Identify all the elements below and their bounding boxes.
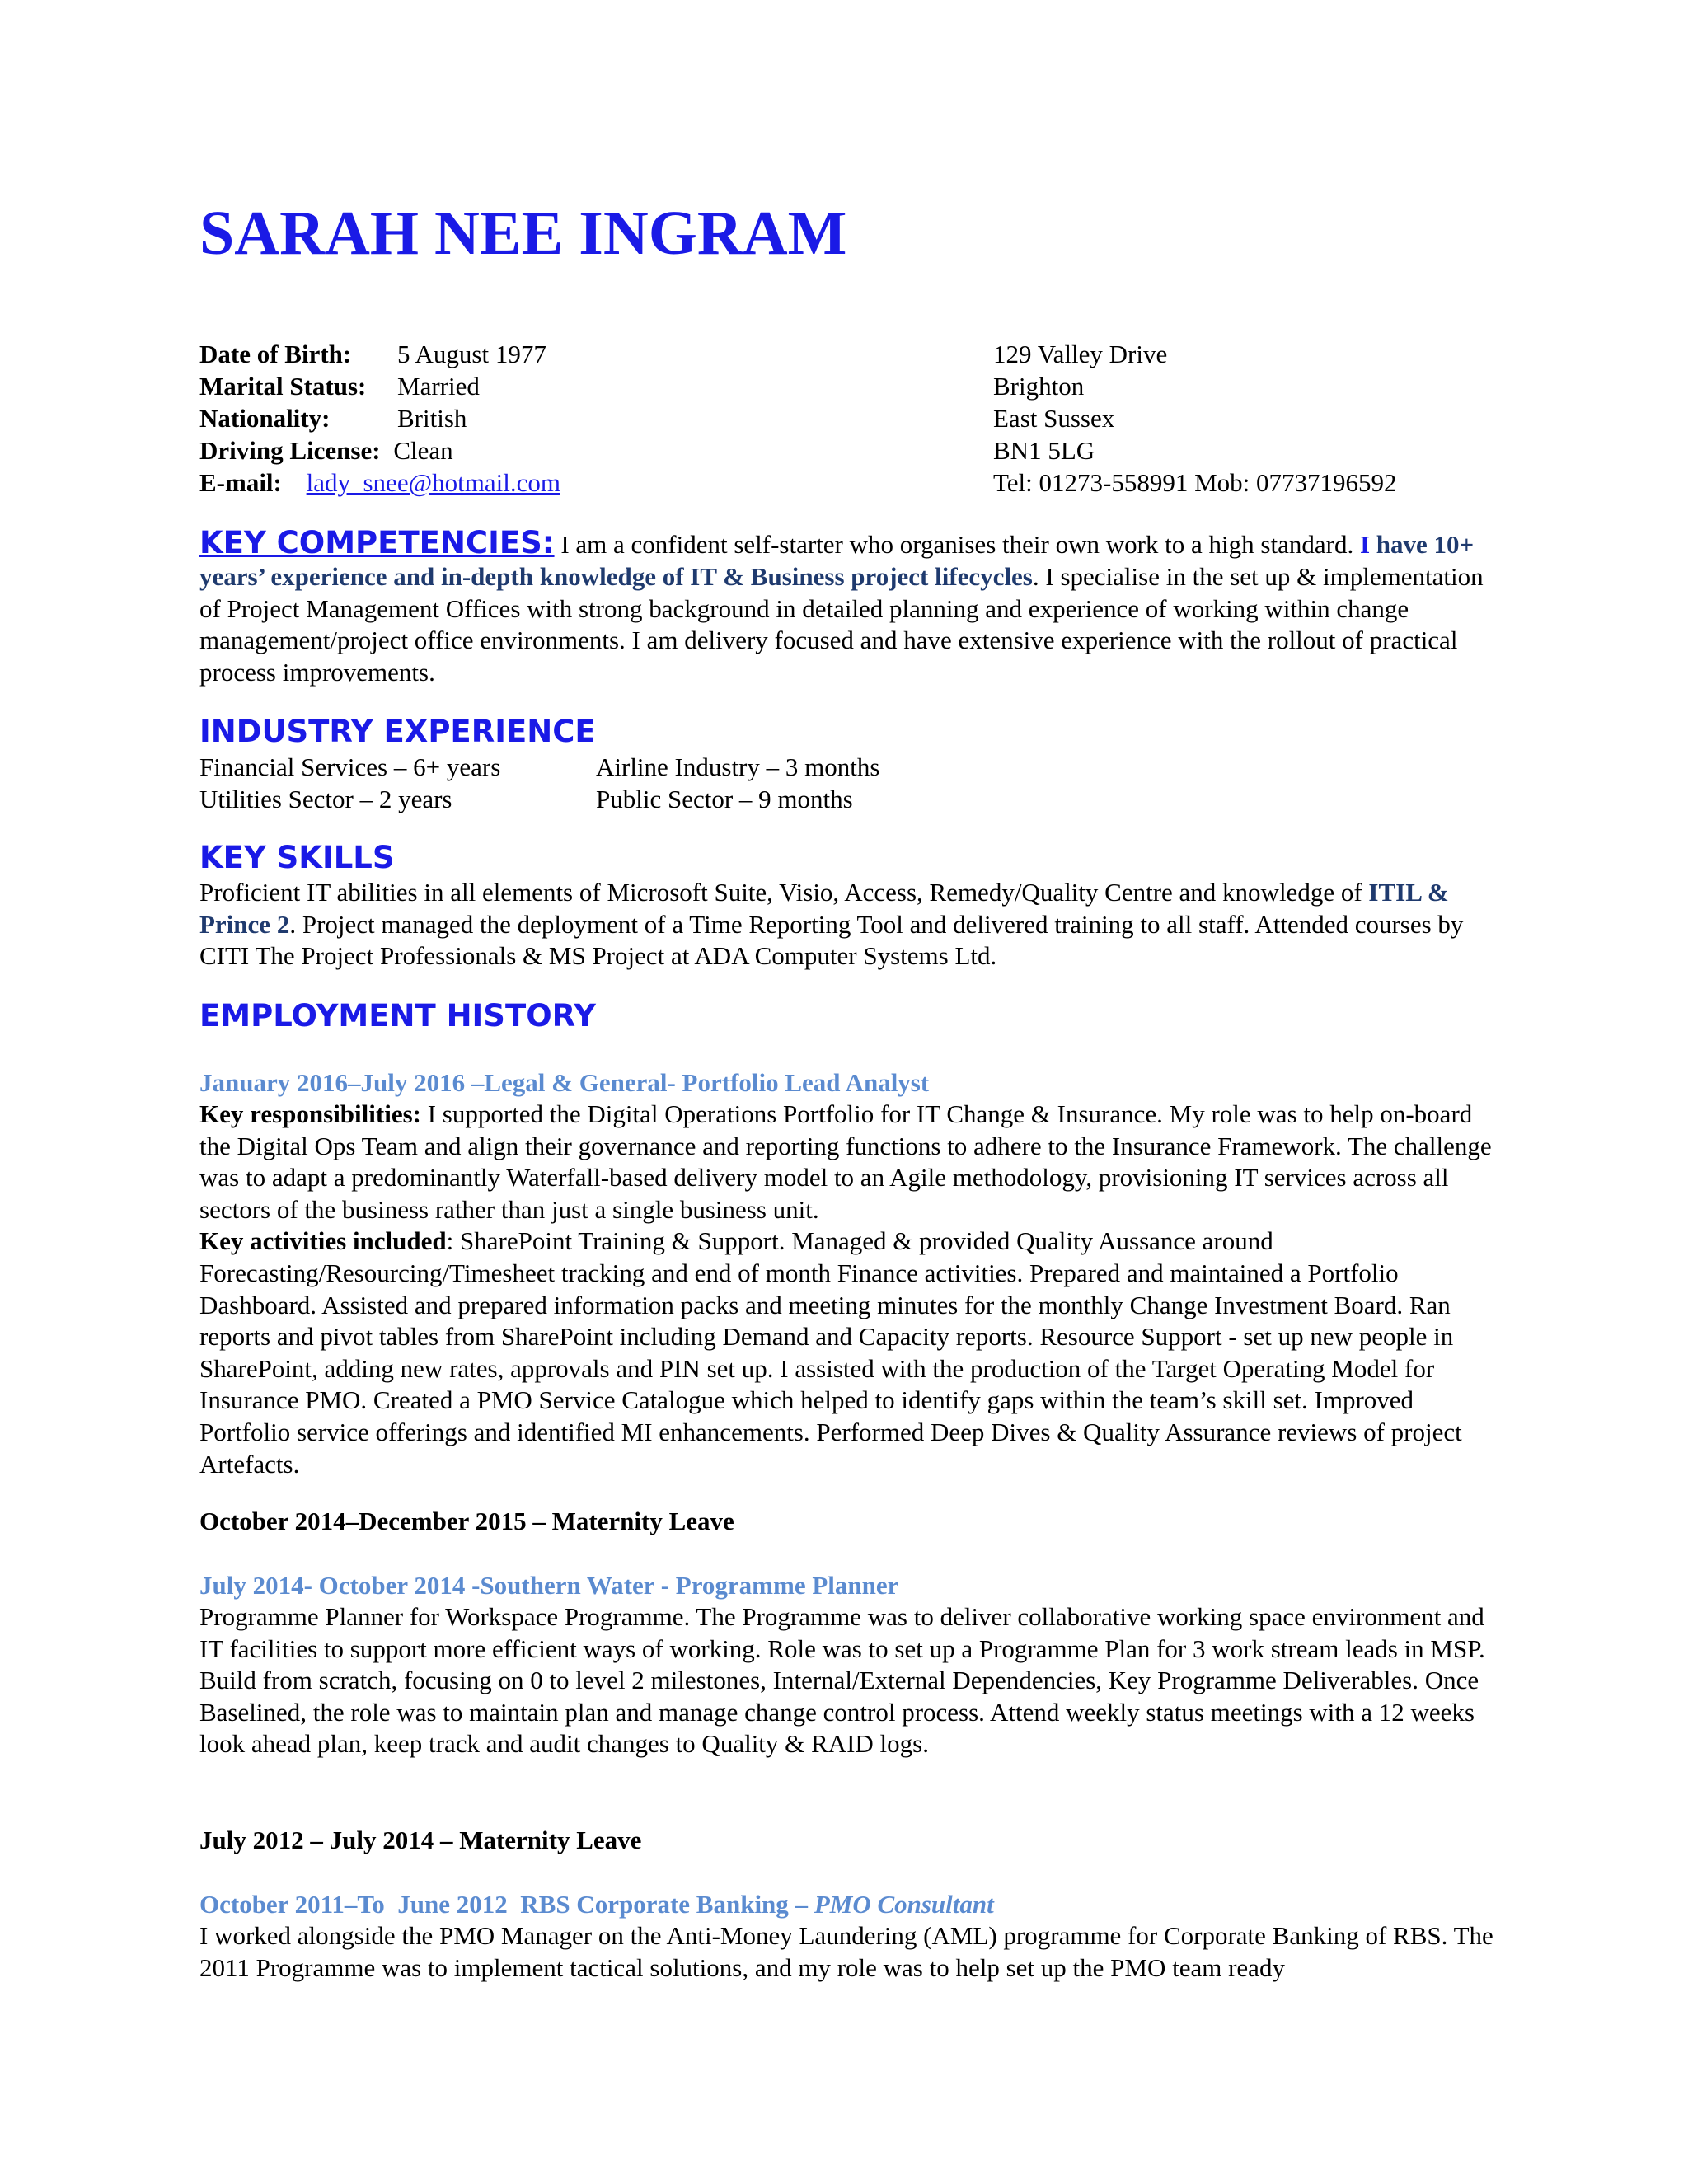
leave2-heading: July 2012 – July 2014 – Maternity Leave: [199, 1825, 642, 1854]
job1-resp-text: I supported the Digital Operations Portfolio for IT Change & Insurance. My role was to help on-board the Digital Ops Team and align their governance and reporting functions to adhere to the Insurance Framework. The challenge was to adapt a predominantly Waterfall-based delivery model to an Agile methodology, provisioning IT services across all sectors of the business rather than just a single business unit.: [199, 1099, 1492, 1224]
job1-title: January 2016–July 2016 –Legal & General- Portfolio Lead Analyst: [199, 1068, 930, 1097]
candidate-name: SARAH NEE INGRAM: [199, 199, 847, 268]
competencies-highlight: have 10+ years’ experience and in-depth knowledge of IT & Business project lifecycles: [199, 530, 1475, 591]
skills-highlight: ITIL & Prince 2: [199, 878, 1449, 939]
marital-value: Married: [397, 372, 480, 401]
industry-item-public: Public Sector – 9 months: [596, 785, 853, 813]
dob-value: 5 August 1977: [397, 340, 546, 368]
skills-text-2: . Project managed the deployment of a Time Reporting Tool and delivered training to all staff. Attended courses by CITI The Project Professionals & MS Project at ADA Computer Systems Ltd.: [199, 909, 1464, 971]
license-row: [199, 434, 453, 466]
job2-title: July 2014- October 2014 -Southern Water - Programme Planner: [199, 1571, 899, 1600]
marital-label: Marital Status:: [199, 372, 367, 401]
industry-item-financial: Financial Services – 6+ years: [199, 752, 501, 781]
industry-item-utilities: Utilities Sector – 2 years: [199, 785, 452, 813]
job1-activities-label: Key activities included: [199, 1226, 447, 1256]
skills-text: [199, 877, 1493, 972]
leave1-heading: October 2014–December 2015 – Maternity Leave: [199, 1507, 734, 1535]
email-link[interactable]: lady_snee@hotmail.com: [306, 468, 560, 497]
industry-heading: INDUSTRY EXPERIENCE: [199, 714, 596, 749]
competencies-heading: KEY COMPETENCIES:: [199, 525, 555, 560]
competencies-section: [199, 525, 1493, 688]
dob-label: Date of Birth:: [199, 340, 352, 368]
email-label: E-mail:: [199, 468, 282, 497]
job3-description: I worked alongside the PMO Manager on the Anti-Money Laundering (AML) programme for Corporate Banking of RBS. The 2011 Programme was to implement tactical solutions, and my role was to help set up the PMO team ready: [199, 1921, 1493, 1982]
nationality-row: [199, 402, 467, 434]
competencies-text-2: . I specialise in the set up & implementation of Project Management Offices with strong background in detailed planning and experience of working within change management/project office environments. I am delivery focused and have extensive experience with the rollout of practical process improvements.: [199, 562, 1484, 687]
job3-title-role: PMO Consultant: [814, 1890, 994, 1919]
dob-row: [199, 338, 546, 370]
license-value: Clean: [393, 436, 453, 465]
industry-item-airline: Airline Industry – 3 months: [596, 752, 880, 781]
marital-row: [199, 370, 480, 402]
address-line-2: Brighton: [993, 372, 1085, 401]
nationality-value: British: [397, 404, 467, 433]
skills-text-1: Proficient IT abilities in all elements of Microsoft Suite, Visio, Access, Remedy/Quality Centre and knowledge of: [199, 878, 1369, 907]
nationality-label: Nationality:: [199, 404, 331, 433]
employment-heading: EMPLOYMENT HISTORY: [199, 998, 596, 1033]
job2-description: Programme Planner for Workspace Programme. The Programme was to deliver collaborative working space environment and IT facilities to support more efficient ways of working. Role was to set up a Programme Plan for 3 work stream leads in MSP. Build from scratch, focusing on 0 to level 2 milestones, Internal/External Dependencies, Key Programme Deliverables. Once Baselined, the role was to maintain plan and manage change control process. Attend weekly status meetings with a 12 weeks look ahead plan, keep track and audit changes to Quality & RAID logs.: [199, 1602, 1485, 1759]
job1-resp-label: Key responsibilities:: [199, 1099, 421, 1128]
competencies-text-i: I: [1359, 530, 1371, 559]
competencies-text-1: I am a confident self-starter who organises their own work to a high standard.: [554, 530, 1360, 559]
address-line-1: 129 Valley Drive: [993, 340, 1168, 368]
email-row: [199, 466, 560, 499]
license-label: Driving License:: [199, 436, 381, 465]
job3-title: [199, 1888, 994, 1920]
address-line-3: East Sussex: [993, 404, 1115, 433]
job1-activities-text: : SharePoint Training & Support. Managed & provided Quality Aussance around Forecasting/Resourcing/Timesheet tracking and end of month Finance activities. Prepared and maintained a Portfolio Dashboard. Assisted and prepared information packs and meeting minutes for the monthly Change Investment Board. Ran reports and pivot tables from SharePoint including Demand and Capacity reports. Resource Support - set up new people in SharePoint, adding new rates, approvals and PIN set up. I assisted with the production of the Target Operating Model for Insurance PMO. Created a PMO Service Catalogue which helped to identify gaps within the team’s skill set. Improved Portfolio service offerings and identified MI enhancements. Performed Deep Dives & Quality Assurance reviews of project Artefacts.: [199, 1226, 1462, 1479]
address-postcode: BN1 5LG: [993, 436, 1095, 465]
skills-heading: KEY SKILLS: [199, 840, 395, 875]
job1-description: [199, 1099, 1493, 1480]
address-phone: Tel: 01273-558991 Mob: 07737196592: [993, 468, 1397, 497]
job3-title-main: October 2011–To June 2012 RBS Corporate Banking –: [199, 1890, 814, 1919]
